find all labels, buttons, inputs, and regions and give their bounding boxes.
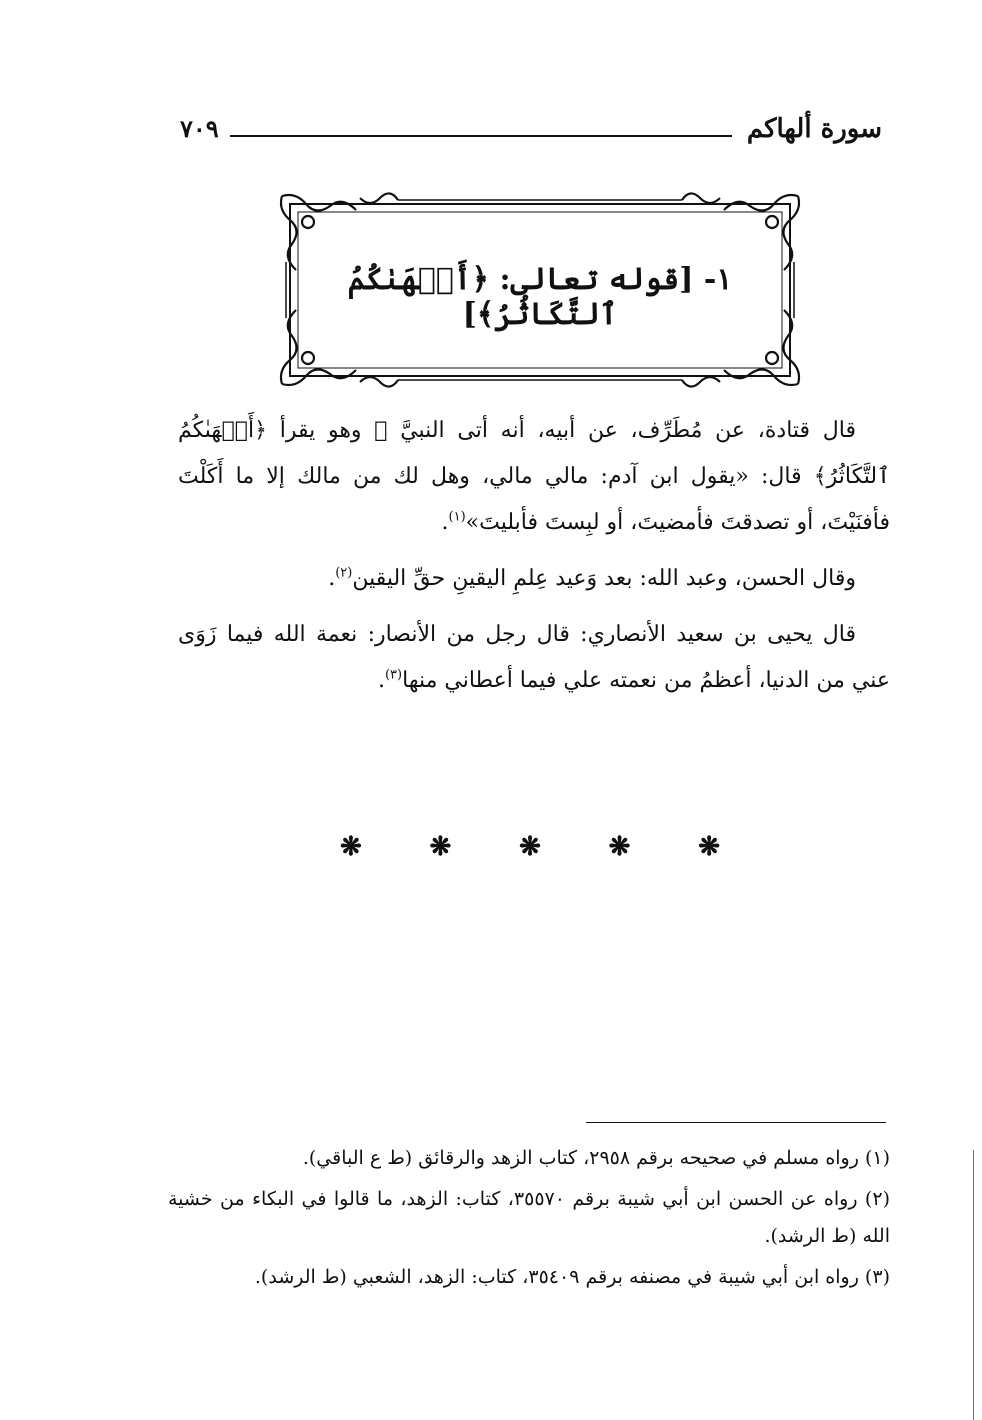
paragraph [178,556,890,602]
paragraph-text: قال يحيى بن سعيد الأنصاري: قال رجل من الأنصار: نعمة الله فيما زَوَى عني من الدنيا، أعظمُ من نعمته علي فيما أعطاني منها [178,622,890,693]
asterisk-icon: ❋ [608,832,631,862]
footnote-marker: (٢) [335,565,353,581]
footnote: (٢) رواه عن الحسن ابن أبي شيبة برقم ٣٥٥٧٠، كتاب: الزهد، ما قالوا في البكاء من خشية الله (ط الرشد). [168,1188,890,1247]
ornate-title-frame [278,192,802,388]
footnote: (٣) رواه ابن أبي شيبة في مصنفه برقم ٣٥٤٠٩، كتاب: الزهد، الشعبي (ط الرشد). [254,1266,890,1288]
page-number: ٧٠٩ [180,114,219,143]
footnote-rule [586,1122,886,1123]
paragraph-text: قال قتادة، عن مُطَرِّف، عن أبيه، أنه أتى النبيَّ ﷺ وهو يقرأ ﴿أَلۡهَىٰكُمُ ٱلتَّكَاثُرُ﴾ قال: «يقول ابن آدم: مالي مالي، وهل لك من مالك إلا ما أَكَلْتَ فأفنَيْتَ، أو تصدقتَ فأمضيتَ، أو لبِستَ فأبليتَ» [178,418,890,535]
asterisk-icon: ❋ [519,832,541,862]
paragraph [178,612,890,704]
footnotes [168,1140,890,1300]
header-rule [230,135,732,137]
paragraph-end: . [377,668,385,693]
footnote: (١) رواه مسلم في صحيحه برقم ٢٩٥٨، كتاب الزهد والرقائق (ط ع الباقي). [302,1147,890,1169]
footnote-marker: (٣) [384,667,403,683]
asterisk-icon: ❋ [340,832,362,862]
scan-edge-line [973,1150,974,1420]
asterisk-icon: ❋ [429,832,452,862]
chapter-heading: ١- [قوله تعالى: ﴿أَلۡهَىٰكُمُ ٱلتَّكَاثُرُ﴾] [347,262,733,332]
footnote-marker: (١) [448,509,466,525]
main-text [178,408,890,714]
section-separator [340,832,720,862]
paragraph [178,408,890,546]
paragraph-text: وقال الحسن، وعبد الله: بعد وَعيد عِلمِ اليقينِ حقِّ اليقين [352,566,856,591]
paragraph-end: . [441,510,449,535]
asterisk-icon: ❋ [698,832,720,862]
page-header [180,110,882,150]
running-head-surah-name: سورة ألهاكم [746,114,882,144]
paragraph-end: . [328,566,336,591]
